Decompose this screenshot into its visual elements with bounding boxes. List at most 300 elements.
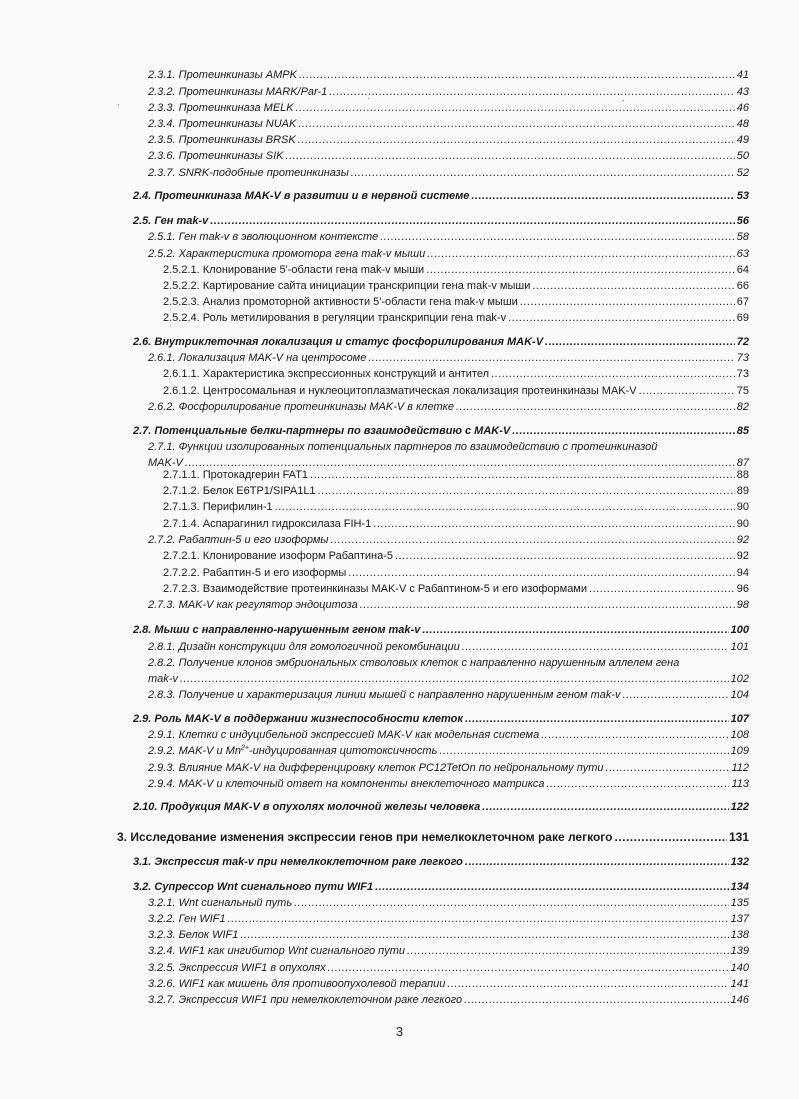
toc-entry-title: [148, 230, 378, 244]
toc-entry-title: [133, 189, 469, 203]
toc-entry-text: Протеинкиназы NUAK: [178, 118, 297, 130]
toc-entry-title: [148, 440, 657, 454]
dot-leader: [589, 582, 735, 596]
toc-entry-page: 108: [730, 729, 749, 741]
toc-entry-page: 82: [736, 401, 749, 413]
toc-entry: [163, 279, 749, 293]
dot-leader: [508, 311, 735, 325]
toc-entry-title: [163, 311, 506, 325]
toc-entry-title: [117, 830, 612, 844]
toc-entry-title: [133, 880, 373, 894]
dot-leader: [228, 912, 729, 926]
toc-entry-title: [148, 68, 297, 82]
toc-entry-page: 89: [736, 485, 749, 497]
toc-entry-number: 2.7.3.: [148, 599, 176, 611]
toc-entry-text: Перифилин-1: [202, 501, 273, 513]
toc-entry: [133, 424, 749, 438]
dot-leader: [407, 944, 729, 958]
toc-entry: [148, 149, 749, 163]
toc-entry: [148, 440, 749, 454]
toc-entry-title: [133, 214, 208, 228]
toc-entry-title: [163, 367, 489, 381]
toc-entry-text: Протеинкиназы BRSK: [178, 134, 296, 146]
toc-entry-page: 107: [730, 713, 749, 725]
toc-entry-title: [163, 484, 316, 498]
toc-entry-page: 73: [736, 352, 749, 364]
dot-leader: [623, 688, 729, 702]
toc-entry: [148, 912, 749, 926]
toc-entry: [133, 712, 749, 726]
toc-entry-number: 2.10.: [133, 801, 158, 813]
toc-entry-text: Потенциальные белки-партнеры по взаимодействию с MAK-V: [154, 425, 511, 437]
toc-entry-title: [163, 468, 308, 482]
toc-entry-number: 2.7.1.1.: [163, 469, 200, 481]
toc-entry-page: 112: [731, 762, 749, 774]
toc-entry: [163, 295, 749, 309]
toc-entry-text: Роль MAK-V в поддержании жизнеспособности клеток: [154, 713, 463, 725]
toc-entry-title: [148, 912, 226, 926]
toc-entry-page: 41: [736, 69, 749, 81]
toc-entry-number: 2.7.1.: [148, 441, 176, 453]
toc-entry-text: mak-v: [148, 673, 178, 685]
toc-entry-page: 85: [736, 425, 749, 437]
toc-entry-title: [148, 117, 296, 131]
toc-entry-page: 49: [736, 134, 749, 146]
toc-entry-page: 64: [736, 264, 749, 276]
dot-leader: [439, 744, 728, 758]
toc-entry-page: 138: [730, 929, 749, 941]
toc-entry: [163, 517, 749, 531]
toc-entry-title: [148, 149, 284, 163]
dot-leader: [310, 468, 735, 482]
toc-entry-title: [148, 133, 296, 147]
toc-entry-text: Протеинкиназы AMPK: [178, 69, 297, 81]
toc-entry-number: 2.3.7.: [148, 167, 176, 179]
toc-entry: [148, 400, 749, 414]
toc-entry-title: [148, 640, 460, 654]
dot-leader: [462, 640, 729, 654]
toc-entry: [163, 311, 749, 325]
toc-entry-text: Рабаптин-5 и его изоформы: [202, 567, 347, 579]
dot-leader: [546, 777, 729, 791]
toc-entry-text: Характеристика экспрессионных конструкций и антител: [202, 368, 489, 380]
toc-entry: [148, 744, 749, 758]
toc-entry-number: 2.8.2.: [148, 657, 176, 669]
toc-entry-text: MAK-V и Mn: [178, 745, 241, 757]
toc-entry: [163, 367, 749, 381]
toc-entry: [148, 993, 749, 1007]
toc-entry-page: 75: [736, 385, 749, 397]
toc-entry-number: 2.3.3.: [148, 102, 176, 114]
toc-entry: [163, 384, 749, 398]
toc-entry: [133, 880, 749, 894]
toc-entry-title: [148, 688, 621, 702]
toc-entry-number: 2.7.2.3.: [163, 583, 200, 595]
toc-entry-number: 2.7.2.1.: [163, 550, 200, 562]
scan-speck: [118, 104, 119, 105]
toc-entry-page: 98: [736, 599, 749, 611]
toc-entry-page: 66: [736, 280, 749, 292]
toc-entry-text: Получение и характеризация линии мышей с направленно нарушенным геном mak-v: [178, 689, 621, 701]
toc-entry-text: Wnt сигнальный путь: [178, 897, 293, 909]
toc-entry-text: SNRK-подобные протеинкиназы: [178, 167, 349, 179]
toc-entry: [163, 549, 749, 563]
toc-entry-text: Супрессор Wnt сигнального пути WIF1: [154, 881, 374, 893]
toc-entry-page: 109: [730, 745, 749, 757]
toc-entry-text: Получение клонов эмбриональных стволовых клеток с направленно нарушенным аллелем гена: [178, 657, 680, 669]
dot-leader: [465, 712, 729, 726]
toc-entry-title: [163, 384, 637, 398]
toc-entry-text: Внутриклеточная локализация и статус фосфорилирования MAK-V: [154, 336, 544, 348]
toc-entry-page: 90: [736, 518, 749, 530]
toc-entry-number: 2.8.1.: [148, 641, 176, 653]
dot-leader: [296, 101, 735, 115]
dot-leader: [286, 149, 735, 163]
toc-entry-number: 2.8.3.: [148, 689, 176, 701]
toc-entry: [148, 598, 749, 612]
toc-entry-page: 92: [736, 534, 749, 546]
dot-leader: [210, 214, 735, 228]
toc-entry-title: [148, 101, 294, 115]
toc-entry-page: 46: [736, 102, 749, 114]
toc-entry-title: [133, 712, 463, 726]
toc-entry-page: 56: [736, 215, 749, 227]
toc-entry: [148, 166, 749, 180]
toc-entry-number: 3.2.2.: [148, 913, 176, 925]
toc-entry: [133, 214, 749, 228]
toc-entry: [148, 688, 749, 702]
toc-entry: [148, 117, 749, 131]
toc-entry-title: [148, 896, 292, 910]
dot-leader: [606, 761, 730, 775]
toc-entry-page: 140: [730, 962, 749, 974]
toc-entry-title: [148, 961, 326, 975]
toc-entry-title: [148, 533, 329, 547]
toc-entry-page: 94: [736, 567, 749, 579]
dot-leader: [298, 117, 734, 131]
dot-leader: [329, 85, 734, 99]
toc-entry-number: 3.2.4.: [148, 945, 176, 957]
toc-entry-number: 2.9.4.: [148, 778, 176, 790]
dot-leader: [464, 993, 729, 1007]
toc-entry: [148, 133, 749, 147]
dot-leader: [368, 351, 734, 365]
dot-leader: [614, 830, 727, 844]
toc-entry-number: 2.6.1.1.: [163, 368, 200, 380]
toc-entry-page: 72: [736, 336, 749, 348]
dot-leader: [639, 384, 735, 398]
toc-entry-text: Функции изолированных потенциальных партнеров по взаимодействию с протеинкиназой: [178, 441, 658, 453]
toc-entry-title: [148, 977, 445, 991]
toc-entry-number: 2.8.: [133, 624, 152, 636]
toc-entry-title: [163, 295, 518, 309]
dot-leader: [294, 896, 729, 910]
toc-entry-number: 3.2.7.: [148, 994, 176, 1006]
dot-leader: [328, 961, 729, 975]
toc-entry-page: 92: [736, 550, 749, 562]
toc-entry-number: 2.5.2.2.: [163, 280, 200, 292]
toc-entry-title: [148, 598, 358, 612]
toc-entry: [148, 68, 749, 82]
toc-entry-title: [148, 944, 405, 958]
toc-entry-number: 2.6.: [133, 336, 152, 348]
dot-leader: [395, 549, 735, 563]
toc-entry: [148, 640, 749, 654]
dot-leader: [520, 295, 735, 309]
toc-entry-title: [148, 993, 462, 1007]
toc-entry: [163, 566, 749, 580]
toc-entry: [148, 896, 749, 910]
toc-entry: [148, 944, 749, 958]
dot-leader: [545, 335, 735, 349]
toc-entry-page: 53: [736, 190, 749, 202]
page-number: 3: [395, 1024, 404, 1039]
toc-entry-title: [163, 263, 424, 277]
toc-entry-text: Ген WIF1: [178, 913, 226, 925]
toc-entry-text: MAK-V как регулятор эндоцитоза: [178, 599, 358, 611]
toc-entry-page: 88: [736, 469, 749, 481]
dot-leader: [422, 623, 728, 637]
toc-entry-title: [163, 582, 587, 596]
toc-entry-number: 2.7.2.2.: [163, 567, 200, 579]
toc-entry: [148, 977, 749, 991]
toc-entry-text: Белок WIF1: [178, 929, 239, 941]
toc-entry-number: 2.9.1.: [148, 729, 176, 741]
toc-entry-title: [163, 549, 393, 563]
toc-entry-title: [163, 279, 530, 293]
toc-entry-page: 146: [730, 994, 749, 1006]
toc-entry-page: 101: [730, 641, 749, 653]
toc-entry: [163, 500, 749, 514]
toc-entry-continuation: [148, 672, 749, 686]
toc-entry-text: Дизайн конструкции для гомологичной рекомбинации: [178, 641, 460, 653]
toc-entry-title: [163, 517, 371, 531]
toc-entry-page: 100: [730, 624, 749, 636]
toc-entry-title: [148, 728, 539, 742]
toc-entry-text: Протеинкиназы SIK: [178, 150, 284, 162]
toc-entry: [148, 101, 749, 115]
scan-speck: [623, 100, 624, 101]
toc-entry-page: 63: [736, 248, 749, 260]
toc-entry-number: 2.3.4.: [148, 118, 176, 130]
toc-entry-text: Экспрессия WIF1 при немелкоклеточном раке легкого: [178, 994, 463, 1006]
toc-entry-title: [133, 800, 480, 814]
toc-entry-text: Мыши с направленно-нарушенным геном mak-v: [154, 624, 421, 636]
toc-entry-text: Роль метилирования в регуляции транскрипции гена mak-v: [202, 312, 507, 324]
toc-entry-number: 3.2.5.: [148, 962, 176, 974]
toc-entry-number: 3.2.1.: [148, 897, 176, 909]
toc-entry-text: WIF1 как мишень для противоопухолевой терапии: [178, 978, 446, 990]
toc-entry-text: Протеинкиназы MARK/Par-1: [178, 86, 328, 98]
dot-leader: [471, 189, 734, 203]
toc-entry-page: 131: [728, 830, 749, 844]
toc-entry-number: 3.2.3.: [148, 929, 176, 941]
toc-entry-text: Экспрессия mak-v при немелкоклеточном раке легкого: [154, 856, 463, 868]
toc-entry-number: 2.9.3.: [148, 762, 176, 774]
toc-entry-superscript: 2+: [240, 744, 249, 752]
toc-entry-number: 2.5.2.: [148, 248, 176, 260]
toc-entry-text: Клетки с индуцибельной экспрессией MAK-V как модельная система: [178, 729, 540, 741]
dot-leader: [375, 880, 729, 894]
dot-leader: [541, 728, 728, 742]
toc-entry-text: Протеинкиназа MELK: [178, 102, 294, 114]
toc-entry-text: Аспарагинил гидроксилаза FIH-1: [202, 518, 372, 530]
toc-entry-page: 104: [730, 689, 749, 701]
toc-entry-text: Белок E6TP1/SIPA1L1: [202, 485, 316, 497]
toc-entry: [133, 335, 749, 349]
dot-leader: [447, 977, 728, 991]
toc-entry-title: [148, 777, 544, 791]
toc-entry: [133, 623, 749, 637]
toc-entry-page: 67: [736, 296, 749, 308]
toc-entry-title: [133, 855, 463, 869]
toc-entry-number: 2.5.2.4.: [163, 312, 200, 324]
toc-entry: [148, 761, 749, 775]
toc-entry-page: 102: [730, 673, 749, 685]
toc-entry-number: 2.7.: [133, 425, 152, 437]
toc-entry-page: 69: [736, 312, 749, 324]
toc-entry-page: 90: [736, 501, 749, 513]
toc-entry: [133, 800, 749, 814]
toc-entry: [148, 230, 749, 244]
dot-leader: [532, 279, 734, 293]
dot-leader: [360, 598, 735, 612]
toc-entry-number: 2.9.2.: [148, 745, 176, 757]
toc-entry-text: Клонирование 5'-области гена mak-v мыши: [202, 264, 425, 276]
toc-entry-number: 2.3.5.: [148, 134, 176, 146]
toc-entry-page: 137: [730, 913, 749, 925]
toc-entry-title: [148, 928, 238, 942]
toc-entry: [133, 855, 749, 869]
toc-entry-number: 2.6.1.2.: [163, 385, 200, 397]
toc-entry-title: [148, 761, 604, 775]
toc-entry-text: Экспрессия WIF1 в опухолях: [178, 962, 326, 974]
toc-entry: [148, 777, 749, 791]
toc-entry-number: 2.9.: [133, 713, 152, 725]
toc-entry-page: 50: [736, 150, 749, 162]
toc-entry: [148, 85, 749, 99]
toc-entry-number: 2.7.1.2.: [163, 485, 200, 497]
toc-entry-number: 2.5.2.3.: [163, 296, 200, 308]
toc-entry-page: 141: [730, 978, 749, 990]
toc-entry-number: 2.3.2.: [148, 86, 176, 98]
toc-entry-title: [163, 566, 346, 580]
toc-entry-number: 2.7.1.4.: [163, 518, 200, 530]
toc-entry: [133, 189, 749, 203]
dot-leader: [465, 855, 729, 869]
toc-entry-number: 2.6.2.: [148, 401, 176, 413]
dot-leader: [298, 133, 735, 147]
toc-entry-text: Анализ промоторной активности 5'-области гена mak-v мыши: [202, 296, 518, 308]
toc-entry-page: 43: [736, 86, 749, 98]
toc-entry-text: Рабаптин-5 и его изоформы: [178, 534, 329, 546]
toc-entry-number: 2.4.: [133, 190, 152, 202]
toc-entry-text: Ген mak-v в эволюционном контексте: [178, 231, 379, 243]
toc-entry: [163, 582, 749, 596]
toc-entry-page: 139: [730, 945, 749, 957]
toc-entry-title: [148, 656, 679, 670]
toc-entry-text: Протеинкиназа MAK-V в развитии и в нервной системе: [154, 190, 470, 202]
toc-entry-text: Характеристика промотора гена mak-v мыши: [178, 248, 426, 260]
toc-entry-title: [148, 247, 425, 261]
toc-entry: [148, 961, 749, 975]
toc-entry-page: 96: [736, 583, 749, 595]
toc-entry-text: Клонирование изоформ Рабаптина-5: [202, 550, 393, 562]
toc-entry-number: 2.7.1.3.: [163, 501, 200, 513]
toc-entry-text: MAK-V и клеточный ответ на компоненты внеклеточного матрикса: [178, 778, 545, 790]
toc-entry-title: [133, 623, 420, 637]
toc-entry-page: 132: [730, 856, 749, 868]
toc-entry-text: Протокадгерин FAT1: [202, 469, 309, 481]
toc-entry: [163, 484, 749, 498]
toc-entry-title: [133, 424, 510, 438]
dot-leader: [512, 424, 735, 438]
toc-entry: [148, 533, 749, 547]
dot-leader: [380, 230, 735, 244]
toc-entry-text: Центросомальная и нуклеоцитоплазматическая локализация протеинкиназы MAK-V: [202, 385, 637, 397]
toc-entry-text: Локализация MAK-V на центросоме: [178, 352, 367, 364]
toc-entry-number: 3.: [117, 830, 128, 844]
toc-entry-page: 113: [731, 778, 749, 790]
dot-leader: [348, 566, 734, 580]
toc-entry-page: 52: [736, 167, 749, 179]
toc-entry: [148, 247, 749, 261]
toc-entry-number: 2.3.6.: [148, 150, 176, 162]
toc-entry-text: Продукция MAK-V в опухолях молочной железы человека: [160, 801, 481, 813]
toc-entry-number: 2.3.1.: [148, 69, 176, 81]
toc-entry-page: 73: [736, 368, 749, 380]
toc-entry-number: 2.5.: [133, 215, 152, 227]
dot-leader: [318, 484, 735, 498]
toc-entry-text: -индуцированная цитотоксичность: [248, 745, 438, 757]
toc-entry-title: [148, 744, 437, 758]
toc-entry-page: 87: [736, 457, 749, 469]
toc-entry-text: Взаимодействие протеинкиназы MAK-V с Рабаптином-5 и его изоформами: [202, 583, 588, 595]
toc-entry-title: [148, 166, 349, 180]
toc-entry-number: 2.7.2.: [148, 534, 176, 546]
toc-entry-page: 135: [730, 897, 749, 909]
toc-entry-text: Фосфорилирование протеинкиназы MAK-V в клетке: [178, 401, 454, 413]
dot-leader: [275, 500, 735, 514]
toc-entry-page: 58: [736, 231, 749, 243]
dot-leader: [426, 263, 735, 277]
dot-leader: [331, 533, 735, 547]
dot-leader: [240, 928, 728, 942]
dot-leader: [299, 68, 735, 82]
dot-leader: [491, 367, 735, 381]
toc-entry: [148, 351, 749, 365]
toc-entry-title: [148, 85, 327, 99]
dot-leader: [427, 247, 735, 261]
dot-leader: [180, 672, 729, 686]
toc-entry-text: Ген mak-v: [154, 215, 209, 227]
toc-entry-title: [163, 500, 273, 514]
toc-entry: [117, 830, 749, 844]
toc-entry-title: [148, 400, 454, 414]
scan-speck: [368, 98, 369, 99]
toc-entry: [148, 728, 749, 742]
toc-entry-number: 2.5.1.: [148, 231, 176, 243]
dot-leader: [373, 517, 734, 531]
toc-entry-page: 48: [736, 118, 749, 130]
dot-leader: [482, 800, 728, 814]
toc-entry-number: 2.5.2.1.: [163, 264, 200, 276]
toc-entry-text: Влияние MAK-V на дифференцировку клеток PC12TetOn по нейрональному пути: [178, 762, 604, 774]
toc-entry-text: Картирование сайта инициации транскрипции гена mak-v мыши: [202, 280, 531, 292]
toc-entry-page: 122: [730, 801, 749, 813]
toc-entry-page: 134: [730, 881, 749, 893]
toc-entry-number: 3.1.: [133, 856, 152, 868]
